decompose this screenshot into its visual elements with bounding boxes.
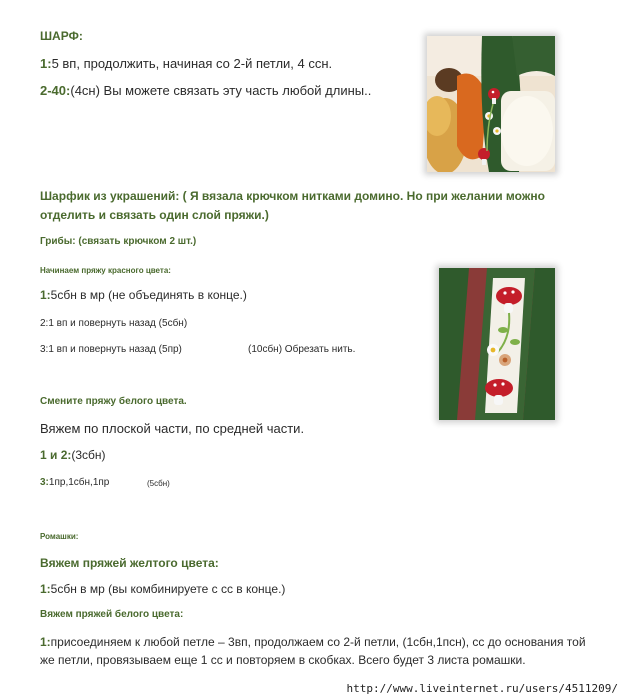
white-row-1-2-number: 1 и 2:: [40, 448, 72, 462]
row-2-40: [40, 83, 371, 98]
final-line-1-text: присоединяем к любой петле – 3вп, продолжаем со 2-й петли, (1сбн,1псн), сс до основания той: [50, 635, 586, 649]
red-row-1: [40, 288, 247, 302]
scarf-photo-image: [427, 36, 555, 172]
scarf-photo: [427, 36, 555, 172]
white-row-3: [40, 477, 109, 488]
red-row-3-count: (10сбн) Обрезать нить.: [248, 344, 356, 355]
final-line-1-number: 1:: [40, 635, 51, 649]
decor-title-line-1: Шарфик из украшений: ( Я вязала крючком нитками домино. Но при желании можно: [40, 189, 545, 203]
mushroom-strip-image: [439, 268, 555, 420]
mushrooms-title: Грибы: (связать крючком 2 шт.): [40, 236, 197, 247]
white-row-3-text: 1пр,1сбн,1пр: [48, 477, 110, 488]
daisies-title: Ромашки:: [40, 532, 79, 541]
row-1-number: 1:: [40, 56, 52, 71]
section-title: ШАРФ:: [40, 29, 83, 43]
red-yarn-label: Начинаем пряжу красного цвета:: [40, 266, 171, 275]
row-2-40-number: 2-40:: [40, 83, 71, 98]
red-row-1-text: 5сбн в мр (не объединять в конце.): [50, 288, 247, 302]
yellow-row-1-text: 5сбн в мр (вы комбинируете с сс в конце.): [50, 582, 286, 596]
mushroom-strip-photo: [439, 268, 555, 420]
white-row-3-count: (5сбн): [147, 479, 170, 488]
white-change-title: Смените пряжу белого цвета.: [40, 396, 187, 407]
row-2-40-text: (4сн) Вы можете связать эту часть любой длины..: [70, 83, 372, 98]
red-row-1-number: 1:: [40, 288, 51, 302]
white-yarn-title: Вяжем пряжей белого цвета:: [40, 609, 184, 620]
row-1-text: 5 вп, продолжить, начиная со 2-й петли, 4 ссн.: [51, 56, 333, 71]
red-row-2: 2:1 вп и повернуть назад (5сбн): [40, 318, 188, 329]
flat-part-text: Вяжем по плоской части, по средней части.: [40, 421, 305, 436]
source-url-watermark: http://www.liveinternet.ru/users/4511209/: [346, 682, 618, 695]
white-row-3-number: 3:: [40, 477, 49, 488]
final-line-2: же петли, провязываем еще 1 сс и повторяем в скобках. Всего будет 3 листа ромашки.: [40, 653, 526, 667]
red-row-3: 3:1 вп и повернуть назад (5пр): [40, 344, 182, 355]
yellow-row-1: [40, 582, 285, 596]
row-1: [40, 56, 332, 71]
yellow-yarn-title: Вяжем пряжей желтого цвета:: [40, 556, 219, 570]
decor-title-line-2: отделить и связать один слой пряжи.): [40, 208, 269, 222]
white-row-1-2: [40, 448, 106, 462]
final-line-1: [40, 635, 586, 649]
white-row-1-2-text: (3сбн): [71, 448, 106, 462]
yellow-row-1-number: 1:: [40, 582, 51, 596]
